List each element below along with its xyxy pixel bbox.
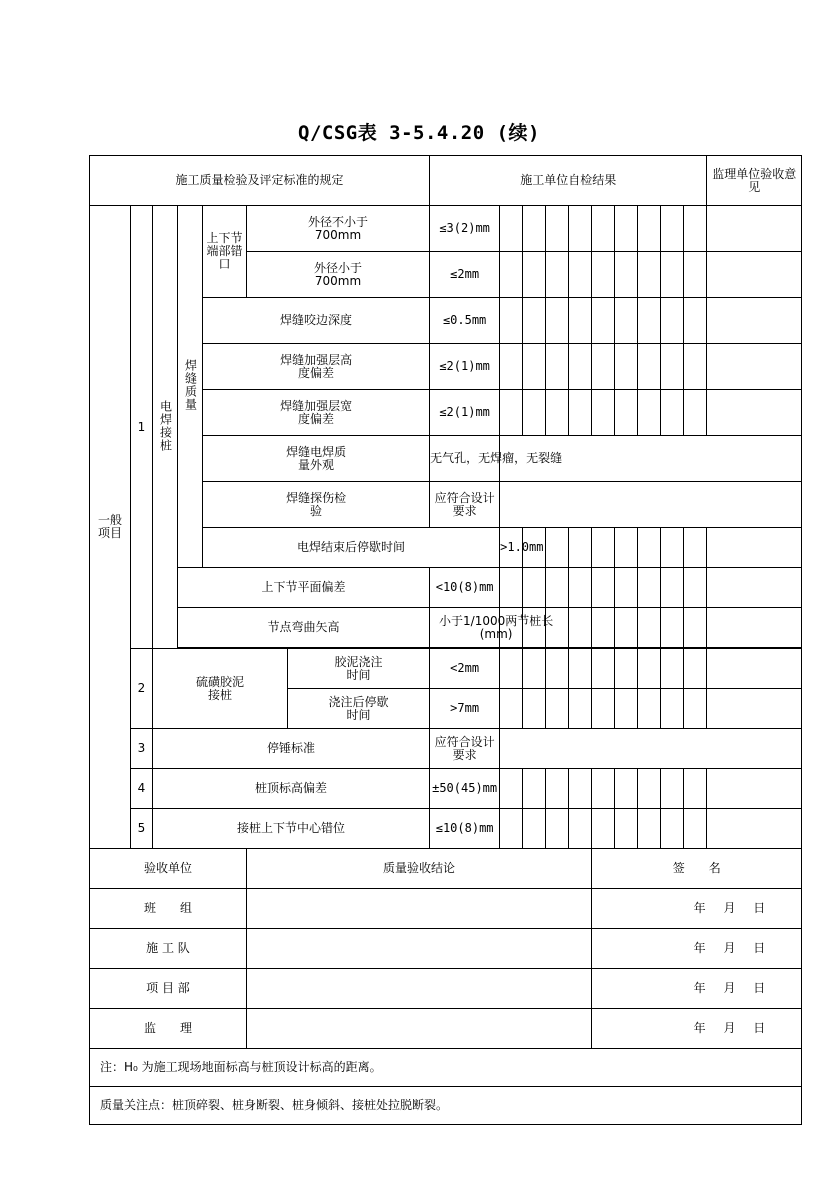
acceptance-date: 年 月 日 <box>592 969 802 1009</box>
result-cell <box>569 568 592 608</box>
result-cell <box>500 298 523 344</box>
result-cell <box>569 390 592 436</box>
result-cell <box>500 252 523 298</box>
acceptance-conclusion-cell <box>247 889 592 929</box>
row-standard: 小于1/1000两节桩长(mm) <box>430 608 500 648</box>
result-cell <box>592 528 615 568</box>
result-cell <box>546 344 569 390</box>
result-cell <box>546 769 569 809</box>
result-cell <box>615 206 638 252</box>
result-cell <box>592 689 615 729</box>
result-cell <box>707 298 802 344</box>
result-cell <box>707 809 802 849</box>
row-label: 电焊结束后停歇时间 <box>203 528 500 568</box>
item3-no: 3 <box>131 729 153 769</box>
result-cell <box>500 689 523 729</box>
row-standard: ≤10(8)mm <box>430 809 500 849</box>
result-cell <box>638 689 661 729</box>
result-cell <box>523 344 546 390</box>
acceptance-conclusion-cell <box>247 929 592 969</box>
row-label: 外径不小于700mm <box>247 206 430 252</box>
result-cell <box>523 390 546 436</box>
header-standard: 施工质量检验及评定标准的规定 <box>90 156 430 206</box>
acceptance-date: 年 月 日 <box>592 929 802 969</box>
item1-no: 1 <box>131 206 153 649</box>
acceptance-unit: 班 组 <box>90 889 247 929</box>
row-label: 焊缝加强层宽度偏差 <box>203 390 430 436</box>
result-cell <box>638 608 661 648</box>
result-cell <box>684 689 707 729</box>
row-standard: 应符合设计要求 <box>430 729 500 769</box>
row-label: 焊缝电焊质量外观 <box>203 436 430 482</box>
row-standard: <2mm <box>430 649 500 689</box>
result-cell <box>707 568 802 608</box>
general-items-label: 一般项目 <box>90 206 131 849</box>
result-cell <box>569 809 592 849</box>
row-label: 桩顶标高偏差 <box>153 769 430 809</box>
row-standard: ≤3(2)mm <box>430 206 500 252</box>
result-cell <box>523 206 546 252</box>
row-standard: ≤2mm <box>430 252 500 298</box>
result-cell <box>684 344 707 390</box>
result-cell <box>546 298 569 344</box>
result-cell <box>707 390 802 436</box>
result-cell <box>500 390 523 436</box>
acceptance-unit: 施 工 队 <box>90 929 247 969</box>
result-cell <box>615 390 638 436</box>
result-cell <box>707 608 802 648</box>
result-cell <box>684 252 707 298</box>
item4-no: 4 <box>131 769 153 809</box>
result-cell <box>638 649 661 689</box>
result-cell <box>592 206 615 252</box>
result-cell <box>500 809 523 849</box>
result-cell <box>638 528 661 568</box>
result-cell <box>707 649 802 689</box>
result-cell <box>615 809 638 849</box>
result-cell <box>638 206 661 252</box>
result-cell <box>569 298 592 344</box>
result-cell <box>661 390 684 436</box>
result-cell <box>569 769 592 809</box>
row-standard: 无气孔，无焊瘤，无裂缝 <box>430 436 500 482</box>
result-cell <box>500 649 523 689</box>
result-cell <box>707 344 802 390</box>
result-cell <box>684 568 707 608</box>
result-cell <box>546 649 569 689</box>
result-cell <box>592 252 615 298</box>
result-cell <box>661 809 684 849</box>
row-standard: <10(8)mm <box>430 568 500 608</box>
result-cell <box>638 252 661 298</box>
result-cell <box>523 689 546 729</box>
quality-focus: 质量关注点：桩顶碎裂、桩身断裂、桩身倾斜、接桩处拉脱断裂。 <box>90 1087 802 1125</box>
inspection-table <box>89 155 802 1125</box>
result-cell <box>661 344 684 390</box>
header-self-check: 施工单位自检结果 <box>430 156 707 206</box>
acceptance-date: 年 月 日 <box>592 889 802 929</box>
result-merged-cell <box>500 482 802 528</box>
result-cell <box>615 568 638 608</box>
result-cell <box>546 252 569 298</box>
row-label: 胶泥浇注时间 <box>288 649 430 689</box>
result-cell <box>615 528 638 568</box>
result-cell <box>638 568 661 608</box>
row-label: 浇注后停歇时间 <box>288 689 430 729</box>
result-cell <box>707 528 802 568</box>
result-cell <box>546 689 569 729</box>
result-cell <box>638 298 661 344</box>
result-cell <box>500 568 523 608</box>
result-cell <box>615 608 638 648</box>
result-cell <box>707 769 802 809</box>
result-cell <box>523 649 546 689</box>
result-cell <box>615 649 638 689</box>
result-cell <box>569 528 592 568</box>
result-cell <box>661 568 684 608</box>
result-cell <box>546 568 569 608</box>
result-cell <box>661 608 684 648</box>
item1-name: 电焊接桩 <box>153 206 178 649</box>
result-cell <box>523 252 546 298</box>
result-cell <box>523 769 546 809</box>
row-label: 外径小于700mm <box>247 252 430 298</box>
item2-no: 2 <box>131 649 153 729</box>
row-label: 上下节平面偏差 <box>178 568 430 608</box>
result-cell <box>684 649 707 689</box>
result-cell <box>546 206 569 252</box>
result-cell <box>546 809 569 849</box>
result-cell <box>523 568 546 608</box>
result-cell <box>523 809 546 849</box>
acceptance-sign-header: 签 名 <box>592 849 802 889</box>
result-cell <box>615 769 638 809</box>
row-standard: >1.0mm <box>500 528 523 568</box>
acceptance-conclusion-cell <box>247 1009 592 1049</box>
result-cell <box>707 206 802 252</box>
result-cell <box>569 608 592 648</box>
result-cell <box>661 206 684 252</box>
row-label: 焊缝咬边深度 <box>203 298 430 344</box>
acceptance-conclusion-header: 质量验收结论 <box>247 849 592 889</box>
item2-name: 硫磺胶泥接桩 <box>153 649 288 729</box>
row-standard: 应符合设计要求 <box>430 482 500 528</box>
result-cell <box>638 809 661 849</box>
result-cell <box>684 206 707 252</box>
result-cell <box>684 608 707 648</box>
result-cell <box>592 390 615 436</box>
result-cell <box>569 689 592 729</box>
result-cell <box>592 298 615 344</box>
result-cell <box>638 390 661 436</box>
acceptance-date: 年 月 日 <box>592 1009 802 1049</box>
row-standard: ≤2(1)mm <box>430 390 500 436</box>
result-merged-cell <box>500 729 802 769</box>
row-standard: ±50(45)mm <box>430 769 500 809</box>
result-cell <box>661 528 684 568</box>
row-label: 接桩上下节中心错位 <box>153 809 430 849</box>
result-cell <box>615 689 638 729</box>
result-cell <box>500 344 523 390</box>
result-cell <box>569 206 592 252</box>
joint-offset-label: 上下节端部错口 <box>203 206 247 298</box>
result-cell <box>615 344 638 390</box>
result-cell <box>500 769 523 809</box>
result-cell <box>569 344 592 390</box>
form-title: Q/CSG表 3-5.4.20 (续) <box>298 122 540 144</box>
result-cell <box>638 344 661 390</box>
result-cell <box>523 298 546 344</box>
result-cell <box>684 390 707 436</box>
header-supervision: 监理单位验收意见 <box>707 156 802 206</box>
result-cell <box>546 390 569 436</box>
result-cell <box>592 344 615 390</box>
row-label: 节点弯曲矢高 <box>178 608 430 648</box>
result-cell <box>661 252 684 298</box>
result-cell <box>684 528 707 568</box>
row-label: 焊缝加强层高度偏差 <box>203 344 430 390</box>
row-label: 停锤标准 <box>153 729 430 769</box>
result-cell <box>592 608 615 648</box>
item5-no: 5 <box>131 809 153 849</box>
result-cell <box>661 298 684 344</box>
result-cell <box>684 769 707 809</box>
result-cell <box>615 298 638 344</box>
acceptance-unit-header: 验收单位 <box>90 849 247 889</box>
result-cell <box>661 649 684 689</box>
result-cell <box>500 206 523 252</box>
row-standard: >7mm <box>430 689 500 729</box>
note: 注：H₀ 为施工现场地面标高与桩顶设计标高的距离。 <box>90 1049 802 1087</box>
result-cell <box>569 252 592 298</box>
result-cell <box>592 649 615 689</box>
result-cell <box>684 298 707 344</box>
acceptance-unit: 监 理 <box>90 1009 247 1049</box>
result-cell <box>638 769 661 809</box>
row-standard: ≤0.5mm <box>430 298 500 344</box>
acceptance-conclusion-cell <box>247 969 592 1009</box>
result-cell <box>569 649 592 689</box>
result-cell <box>707 689 802 729</box>
result-cell <box>615 252 638 298</box>
acceptance-unit: 项 目 部 <box>90 969 247 1009</box>
weld-quality-label: 焊缝质量 <box>178 206 203 568</box>
result-cell <box>661 689 684 729</box>
result-cell <box>592 568 615 608</box>
result-cell <box>592 769 615 809</box>
result-cell <box>707 252 802 298</box>
result-cell <box>546 528 569 568</box>
row-label: 焊缝探伤检验 <box>203 482 430 528</box>
result-cell <box>661 769 684 809</box>
row-standard: ≤2(1)mm <box>430 344 500 390</box>
result-cell <box>592 809 615 849</box>
result-cell <box>684 809 707 849</box>
